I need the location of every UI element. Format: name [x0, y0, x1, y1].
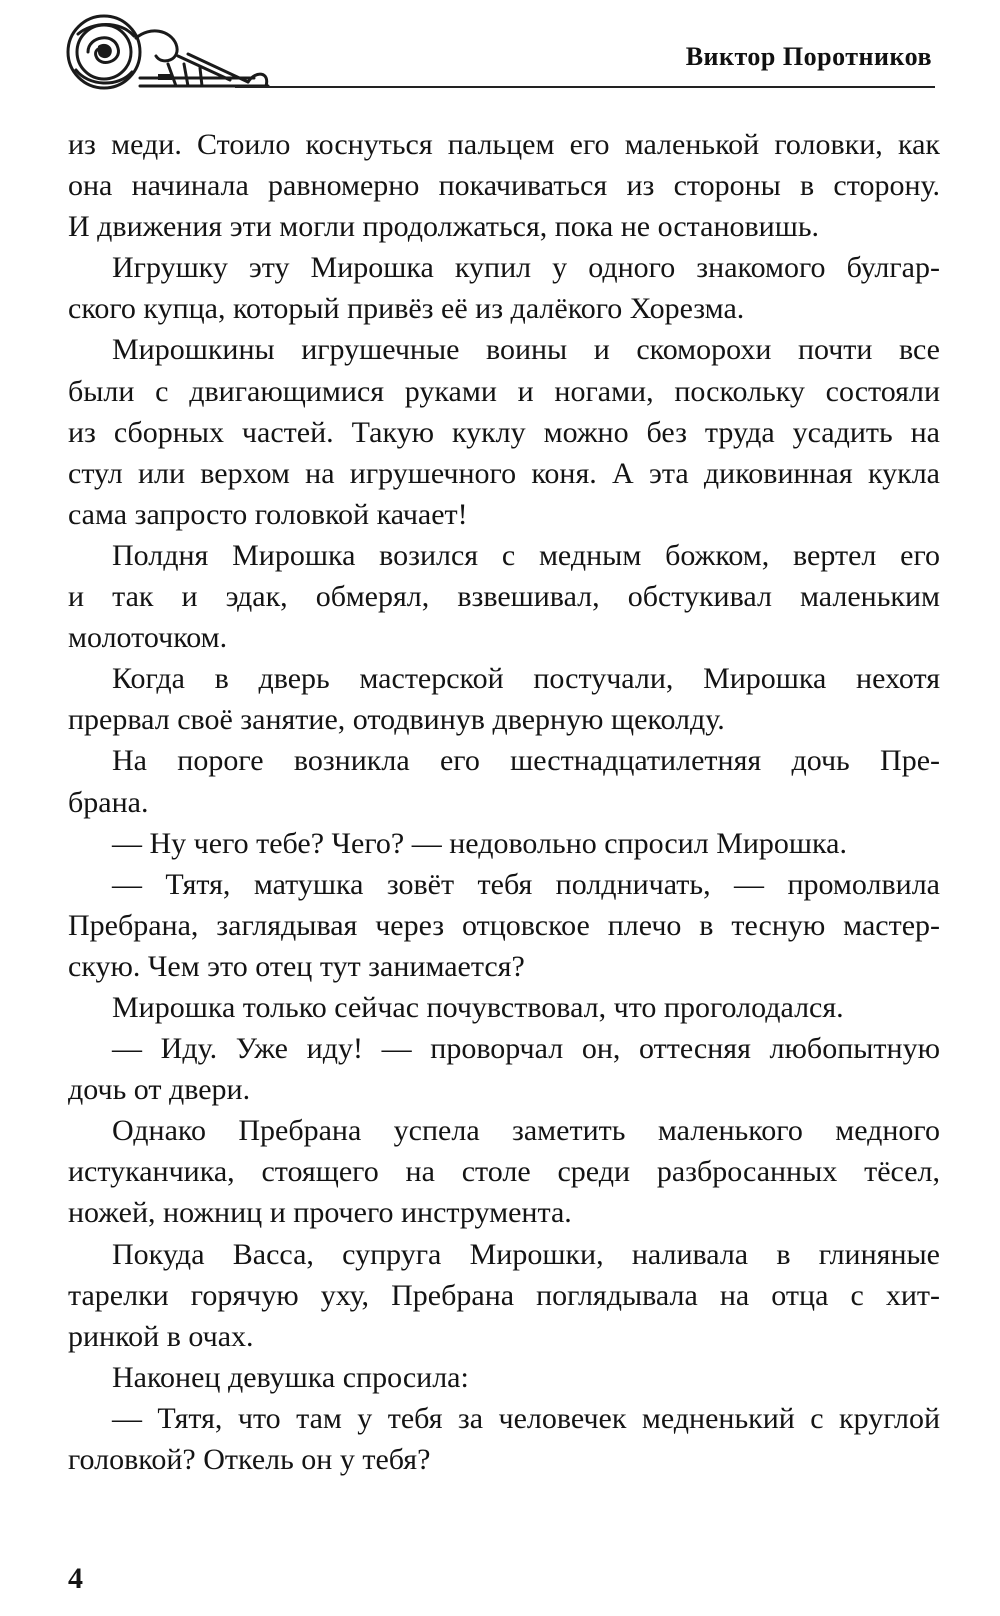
text-line: Однако Пребрана успела заметить маленького медного — [112, 1114, 940, 1148]
text-line: прервал своё занятие, отодвинув дверную щеколду. — [68, 703, 725, 737]
text-line: Мирошкины игрушечные воины и скоморохи почти все — [112, 333, 940, 367]
text-line: стул или верхом на игрушечного коня. А эта диковинная кукла — [68, 456, 940, 490]
text-line: — Ну чего тебе? Чего? — недовольно спросил Мирошка. — [112, 826, 847, 860]
text-line: и так и эдак, обмерял, взвешивал, обстукивал маленьким — [68, 580, 940, 614]
text-line: Пребрана, заглядывая через отцовское плечо в тесную мастер- — [68, 908, 940, 942]
text-line: — Иду. Уже иду! — проворчал он, оттесняя любопытную — [112, 1032, 940, 1066]
text-line: ножей, ножниц и прочего инструмента. — [68, 1196, 572, 1230]
text-line: она начинала равномерно покачиваться из стороны в сторону. — [68, 169, 940, 203]
text-line: Игрушку эту Мирошка купил у одного знакомого булгар- — [112, 251, 940, 285]
text-line: скую. Чем это отец тут занимается? — [68, 949, 525, 983]
body-text — [68, 124, 940, 1480]
text-line: сама запросто головкой качает! — [68, 497, 468, 531]
text-line: из меди. Стоило коснуться пальцем его маленькой головки, как — [68, 128, 940, 161]
text-line: Покуда Васса, супруга Мирошки, наливала в глиняные — [112, 1237, 940, 1271]
running-head-author: Виктор Поротников — [685, 42, 932, 71]
text-line: — Тятя, что там у тебя за человечек медненький с круглой — [112, 1401, 940, 1435]
text-line: были с двигающимися руками и ногами, поскольку состояли — [68, 374, 940, 408]
header-rule — [235, 86, 935, 88]
text-line: Наконец девушка спросила: — [112, 1360, 469, 1394]
text-line: головкой? Откель он у тебя? — [68, 1443, 431, 1476]
text-line: из сборных частей. Такую куклу можно без труда усадить на — [68, 415, 940, 449]
text-line: ринкой в очах. — [68, 1319, 254, 1353]
text-line: брана. — [68, 785, 149, 819]
text-line: дочь от двери. — [68, 1073, 251, 1107]
text-line: На пороге возникла его шестнадцатилетняя дочь Пре- — [112, 744, 940, 778]
page-number: 4 — [68, 1562, 83, 1595]
text-line: ского купца, который привёз её из далёкого Хорезма. — [68, 292, 745, 326]
text-line: Полдня Мирошка возился с медным божком, вертел его — [112, 538, 940, 572]
text-line: истуканчика, стоящего на столе среди разбросанных тёсел, — [68, 1155, 940, 1189]
text-line: Мирошка только сейчас почувствовал, что проголодался. — [112, 990, 844, 1024]
text-line: И движения эти могли продолжаться, пока не остановишь. — [68, 210, 820, 244]
text-line: молоточком. — [68, 621, 228, 655]
text-line: Когда в дверь мастерской постучали, Мирошка нехотя — [112, 662, 940, 696]
text-line: тарелки горячую уху, Пребрана поглядывала на отца с хит- — [68, 1278, 940, 1312]
text-line: — Тятя, матушка зовёт тебя полдничать, — промолвила — [112, 867, 940, 901]
